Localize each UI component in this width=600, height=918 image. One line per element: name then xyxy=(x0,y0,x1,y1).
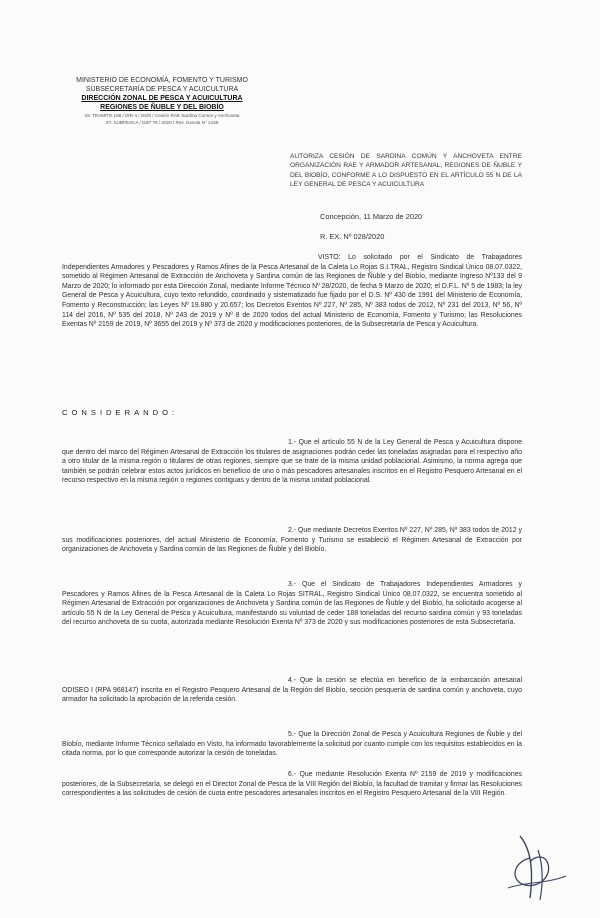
handwritten-signature xyxy=(500,828,572,906)
considerando-5: 5.- Que la Dirección Zonal de Pesca y Acuicultura Regiones de Ñuble y del Biobío, mediante Informe Técnico señalado en Visto, ha informado favorablemente la solicitud por cuanto cumple con los requisitos establecidos en la citada norma, por lo que corresponde autorizar la cesión de toneladas. xyxy=(62,731,522,758)
considerando-4: 4.- Que la cesión se efectúa en beneficio de la embarcación artesanal ODISEO I (RPA 968147) inscrita en el Registro Pesquero Artesanal de la Región del Biobío, sección pesquería de sardina común y anchoveta, cuyo armador ha solicitado la aprobación de la referida cesión. xyxy=(62,677,522,704)
undersecretariat-name: SUBSECRETARÍA DE PESCA Y ACUICULTURA xyxy=(85,86,239,93)
resolution-number: R. EX. Nº 028/2020 xyxy=(320,232,385,241)
place-date: Concepción, 11 Marzo de 2020 xyxy=(320,212,423,221)
resolution-subject: AUTORIZA CESIÓN DE SARDINA COMÚN Y ANCHOVETA ENTRE ORGANIZACIÓN RAE Y ARMADOR ARTESANAL, REGIONES DE ÑUBLE Y DEL BIOBÍO, CONFORME A LO DISPUESTO EN EL ARTÍCULO 55 N DE LA LEY GENERAL DE PESCA Y ACUICULTURA xyxy=(290,153,522,189)
considerando-3: 3.- Que el Sindicato de Trabajadores Independientes Armadores y Pescadores y Ramos Afines de la Pesca Artesanal de la Caleta Lo Rojas SITRAL, Registro Sindical Único 08.07.0322, se encuentra sometido al Régimen Artesanal de Extracción por organizaciones de Anchoveta y Sardina común de las Regiones de Ñuble y del Biobío, ha solicitado acogerse al artículo 55 N de la Ley General de Pesca y Acuicultura, manifestando su voluntad de ceder 188 toneladas del recurso sardina común y 93 toneladas del recurso anchoveta de su cuota, autorizada mediante Resolución Exenta Nº 373 de 2020 y sus modificaciones posteriores de esta Subsecretaría. xyxy=(62,581,522,627)
considerando-6: 6.- Que mediante Resolución Exenta Nº 2159 de 2019 y modificaciones posteriores, de la Subsecretaría, se delegó en el Director Zonal de Pesca de la VIII Región del Biobío, la facultad de tramitar y firmar las Resoluciones correspondientes a las solicitudes de cesión de cuota entre pescadores artesanales inscritos en el Registro Pesquero Artesanal de la VIII Región. xyxy=(62,771,522,798)
ministry-name: MINISTERIO DE ECONOMÍA, FOMENTO Y TURISMO xyxy=(76,77,248,84)
considerando-2: 2.- Que mediante Decretos Exentos Nº 227, Nº 285, Nº 383 todos de 2012 y sus modificaciones posteriores, del actual Ministerio de Economía, Fomento y Turismo se estableció el Régimen Artesanal de Extracción por organizaciones de Anchoveta y Sardina común de las Regiones de Ñuble y del Biobío. xyxy=(62,527,522,554)
regions-name: REGIONES DE ÑUBLE Y DEL BIOBÍO xyxy=(100,104,224,111)
zonal-office-name: DIRECCIÓN ZONAL DE PESCA Y ACUICULTURA xyxy=(81,95,243,102)
internal-reference-1: Int. TRAMITE 168 / IRR-4 / 2020 / Cesión RAE Sardina Común y Anchoveta xyxy=(84,113,240,118)
letterhead xyxy=(62,76,262,126)
internal-reference-2: ST. SUBPESCA / DZP 78 / 2020 / Res. Exenta N° 2159 xyxy=(105,120,219,125)
considerando-heading: CONSIDERANDO: xyxy=(62,408,179,417)
visto-paragraph: VISTO: Lo solicitado por el Sindicato de Trabajadores Independientes Armadores y Pescadores y Ramos Afines de la Pesca Artesanal de la Caleta Lo Rojas S.I.TRAL, Registro Sindical Único 08.07.0322, sometido al Régimen Artesanal de Extracción de Anchoveta y Sardina común de las Regiones de Ñuble y del Biobío, mediante Ingreso Nº133 del 9 Marzo de 2020; lo informado por esta Dirección Zonal, mediante Informe Técnico Nº 28/2020, de fecha 9 Marzo de 2020; el D.F.L. Nº 5 de 1983; la ley General de Pesca y Acuicultura, cuyo texto refundido, coordinado y sistematizado fue fijado por el D.S. Nº 430 de 1991 del Ministerio de Economía, Fomento y Reconstrucción; las Leyes Nº 19.880 y 20.657; los Decretos Exentos Nº 227, Nº 285, Nº 383 todos de 2012, Nº 231 del 2013, Nº 56, Nº 114 del 2016, Nº 535 del 2018, Nº 243 de 2019 y Nº 8 de 2020 todos del actual Ministerio de Economía, Fomento y Turismo; las Resoluciones Exentas Nº 2159 de 2019, Nº 3655 del 2019 y Nº 373 de 2020 y modificaciones posteriores, de la Subsecretaría de Pesca y Acuicultura. xyxy=(62,254,522,329)
considerando-1: 1.- Que el artículo 55 N de la Ley General de Pesca y Acuicultura dispone que dentro del marco del Régimen Artesanal de Extracción los titulares de asignaciones podrán ceder las toneladas asignadas para el respectivo año a otro titular de la misma región o titulares de otras regiones, siempre que se trate de la misma unidad poblacional. Asimismo, la norma agrega que también se podrán celebrar estos actos jurídicos en beneficio de uno o más pescadores artesanales inscritos en el Registro Pesquero Artesanal en el recurso respectivo en la misma región o regiones contiguas y dentro de la misma unidad poblacional. xyxy=(62,439,522,485)
